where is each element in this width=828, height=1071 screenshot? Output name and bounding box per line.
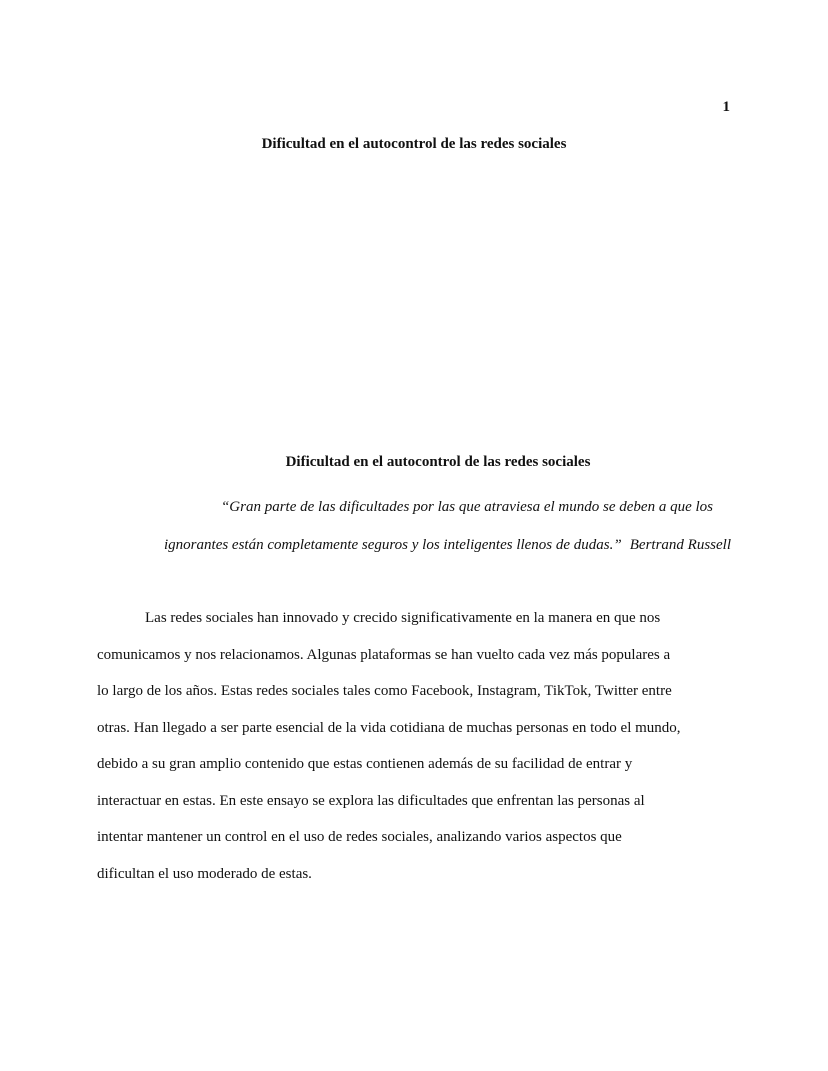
page-number: 1 — [722, 99, 730, 115]
epigraph-quote — [97, 488, 731, 564]
paragraph-line: comunicamos y nos relacionamos. Algunas plataformas se han vuelto cada vez más populares a — [97, 646, 671, 663]
paragraph-line: interactuar en estas. En este ensayo se explora las dificultades que enfrentan las personas al — [97, 792, 645, 809]
paragraph-line: Las redes sociales han innovado y crecido significativamente en la manera en que nos — [145, 610, 661, 626]
paragraph-line: otras. Han llegado a ser parte esencial de la vida cotidiana de muchas personas en todo el mundo, — [97, 719, 681, 736]
paragraph-line: intentar mantener un control en el uso de redes sociales, analizando varios aspectos que — [97, 829, 622, 845]
paragraph-line: dificultan el uso moderado de estas. — [97, 865, 312, 882]
epigraph-line: “Gran parte de las dificultades por las que atraviesa el mundo se deben a que los — [220, 499, 713, 515]
paragraph-line: lo largo de los años. Estas redes sociales tales como Facebook, Instagram, TikTok, Twitter entre — [97, 683, 672, 699]
paragraph-line: debido a su gran amplio contenido que estas contienen además de su facilidad de entrar y — [97, 756, 633, 772]
epigraph-author: Bertrand Russell — [629, 537, 731, 553]
body-paragraph — [97, 600, 737, 892]
essay-title: Dificultad en el autocontrol de las redes sociales — [285, 454, 591, 470]
title-page-heading: Dificultad en el autocontrol de las redes sociales — [261, 136, 567, 152]
epigraph-line — [97, 526, 731, 564]
epigraph-line-text: ignorantes están completamente seguros y los inteligentes llenos de dudas.” — [164, 537, 622, 553]
